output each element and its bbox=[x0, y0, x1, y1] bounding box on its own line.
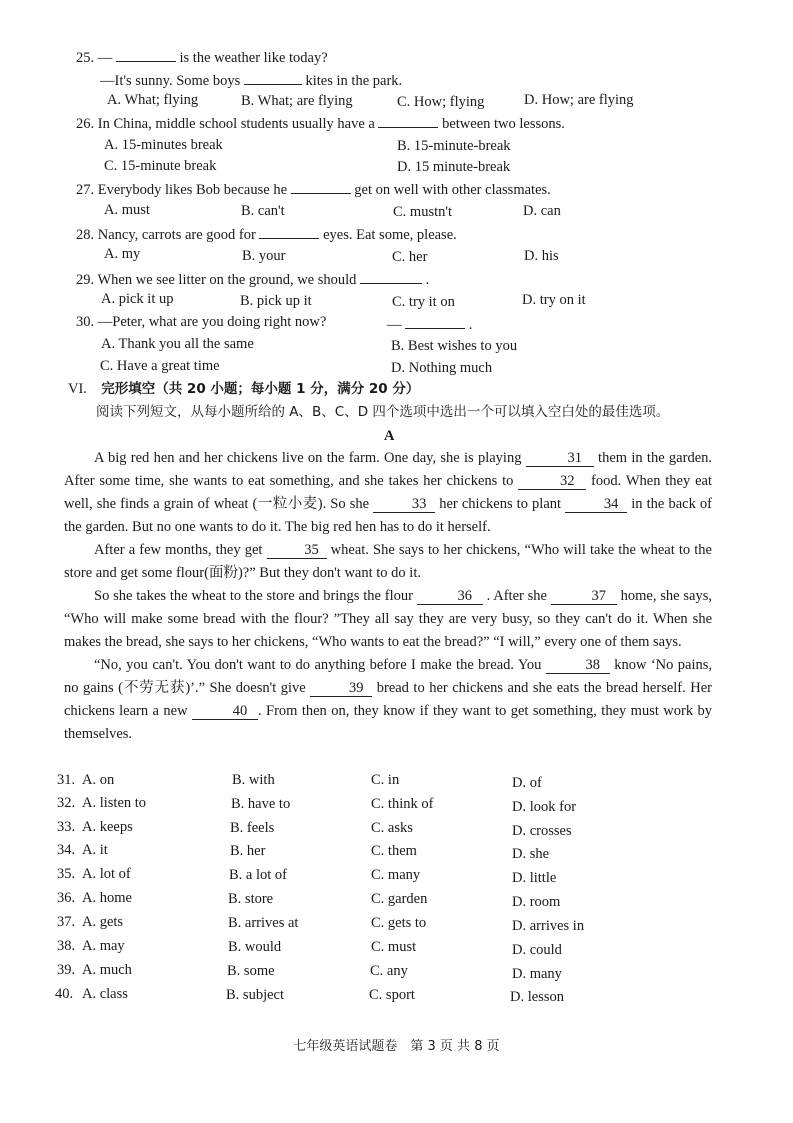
section-title: 完形填空（共 20 小题；每小题 1 分，满分 20 分） bbox=[101, 381, 420, 397]
passage-label: A bbox=[384, 428, 395, 444]
question-27-stem bbox=[76, 179, 551, 199]
option-d: D. lesson bbox=[510, 989, 564, 1005]
passage-text: “No, you can't. You don't want to do anything before I make the bread. You bbox=[94, 657, 546, 673]
paragraph-2 bbox=[64, 539, 712, 585]
option-d: D. little bbox=[512, 870, 557, 886]
option-a: A. 15-minutes break bbox=[104, 137, 223, 153]
answer-blank bbox=[259, 224, 319, 239]
option-b: B. can't bbox=[241, 203, 285, 219]
question-number: 28. bbox=[76, 227, 95, 243]
question-28-stem bbox=[76, 224, 457, 244]
question-30-stem bbox=[76, 313, 326, 331]
question-number: 27. bbox=[76, 182, 95, 198]
option-row-number: 37. bbox=[57, 914, 76, 930]
option-a: A. gets bbox=[82, 914, 124, 930]
option-d: D. she bbox=[512, 846, 550, 862]
blank-33: 33 bbox=[373, 497, 435, 513]
option-a: A. lot of bbox=[82, 866, 131, 882]
question-text: kites in the park. bbox=[301, 73, 403, 89]
question-number: 26. bbox=[76, 116, 95, 132]
paragraph-1 bbox=[64, 447, 712, 539]
blank-39: 39 bbox=[310, 681, 372, 697]
question-text: — bbox=[387, 317, 406, 333]
option-b: B. a lot of bbox=[229, 867, 287, 883]
question-29-stem bbox=[76, 269, 429, 289]
question-26-stem bbox=[76, 113, 565, 133]
blank-31: 31 bbox=[526, 451, 594, 467]
option-a: A. keeps bbox=[82, 819, 133, 835]
option-a: A. it bbox=[82, 842, 108, 858]
option-a: A. my bbox=[104, 246, 141, 262]
option-row-number: 32. bbox=[57, 795, 76, 811]
passage-text: bread to her chickens and she eats the bread herself. Her chickens learn a new bbox=[64, 680, 712, 719]
option-c: C. 15-minute break bbox=[104, 158, 217, 174]
option-c: C. any bbox=[370, 963, 408, 979]
cloze-passage bbox=[64, 447, 712, 746]
question-number: 29. bbox=[76, 272, 95, 288]
option-c: C. must bbox=[371, 939, 417, 955]
passage-text: . From then on, they know if they want to get something, they must work by themselves. bbox=[64, 703, 712, 742]
answer-blank bbox=[405, 314, 465, 329]
section-number: VI. bbox=[68, 381, 87, 397]
option-a: A. What; flying bbox=[107, 92, 199, 108]
option-b: B. have to bbox=[231, 796, 291, 812]
passage-text: . After she bbox=[482, 588, 551, 604]
passage-text: So she takes the wheat to the store and brings the flour bbox=[94, 588, 417, 604]
option-c: C. try it on bbox=[392, 294, 455, 310]
question-text: Nancy, carrots are good for bbox=[97, 227, 260, 243]
option-d: D. room bbox=[512, 894, 561, 910]
blank-32: 32 bbox=[518, 474, 586, 490]
passage-text: After a few months, they get bbox=[94, 542, 267, 558]
option-c: C. Have a great time bbox=[100, 358, 220, 374]
option-d: D. crosses bbox=[512, 823, 572, 839]
option-d: D. could bbox=[512, 942, 562, 958]
option-b: B. some bbox=[227, 963, 275, 979]
option-row-number: 40. bbox=[55, 986, 74, 1002]
question-text: . bbox=[465, 317, 473, 333]
question-25-stem bbox=[76, 47, 328, 67]
option-a: A. pick it up bbox=[101, 291, 174, 307]
blank-36: 36 bbox=[417, 589, 483, 605]
option-c: C. How; flying bbox=[397, 94, 485, 110]
option-row-number: 33. bbox=[57, 819, 76, 835]
option-c: C. them bbox=[371, 843, 417, 859]
passage-text: know ‘No pains, no gains (不劳无获)’.” She doesn't give bbox=[64, 657, 713, 696]
option-d: D. How; are flying bbox=[524, 92, 634, 108]
option-c: C. asks bbox=[371, 820, 413, 836]
page-footer: 七年级英语试题卷 第 3 页 共 8 页 bbox=[293, 1039, 500, 1054]
question-number: 25. bbox=[76, 50, 95, 66]
option-row-number: 38. bbox=[57, 938, 76, 954]
option-b: B. arrives at bbox=[228, 915, 299, 931]
option-b: B. your bbox=[242, 248, 286, 264]
option-a: A. Thank you all the same bbox=[101, 336, 254, 352]
option-b: B. would bbox=[228, 939, 282, 955]
question-text: —It's sunny. Some boys bbox=[100, 73, 244, 89]
option-b: B. her bbox=[230, 843, 266, 859]
option-d: D. his bbox=[524, 248, 559, 264]
option-d: D. arrives in bbox=[512, 918, 585, 934]
option-c: C. gets to bbox=[371, 915, 427, 931]
option-row-number: 31. bbox=[57, 772, 76, 788]
option-d: D. of bbox=[512, 775, 542, 791]
question-text: between two lessons. bbox=[438, 116, 565, 132]
option-b: B. with bbox=[232, 772, 275, 788]
passage-text: food. When they eat well, she finds a grain of wheat (一粒小麦). So she bbox=[64, 473, 712, 512]
option-b: B. 15-minute-break bbox=[397, 138, 511, 154]
question-text: is the weather like today? bbox=[175, 50, 328, 66]
question-text: — bbox=[97, 50, 116, 66]
answer-blank bbox=[291, 179, 351, 194]
blank-38: 38 bbox=[546, 658, 610, 674]
question-text: get on well with other classmates. bbox=[350, 182, 551, 198]
option-b: B. pick up it bbox=[240, 293, 312, 309]
question-text: —Peter, what are you doing right now? bbox=[97, 314, 327, 330]
option-a: A. on bbox=[82, 772, 115, 788]
option-row-number: 39. bbox=[57, 962, 76, 978]
paragraph-4 bbox=[64, 654, 712, 746]
option-c: C. her bbox=[392, 249, 428, 265]
blank-34: 34 bbox=[565, 497, 627, 513]
option-d: D. can bbox=[523, 203, 561, 219]
answer-blank bbox=[244, 70, 302, 85]
answer-blank bbox=[116, 47, 176, 62]
option-a: A. class bbox=[82, 986, 128, 1002]
option-b: B. subject bbox=[226, 987, 284, 1003]
option-c: C. mustn't bbox=[393, 204, 453, 220]
option-d: D. look for bbox=[512, 799, 577, 815]
paragraph-3 bbox=[64, 585, 712, 654]
passage-text: in the back of the garden. But no one wants to do it. The big red hen has to do it herself. bbox=[64, 496, 712, 535]
option-a: A. listen to bbox=[82, 795, 147, 811]
option-b: B. Best wishes to you bbox=[391, 338, 518, 354]
option-row-number: 36. bbox=[57, 890, 76, 906]
option-a: A. home bbox=[82, 890, 132, 906]
passage-text: them in the garden. After some time, she wants to eat something, and she takes her chickens to bbox=[64, 450, 713, 489]
section-instruction: 阅读下列短文，从每小题所给的 A、B、C、D 四个选项中选出一个可以填入空白处的最佳选项。 bbox=[96, 404, 670, 420]
option-b: B. store bbox=[228, 891, 274, 907]
option-a: A. much bbox=[82, 962, 132, 978]
option-row-number: 34. bbox=[57, 842, 76, 858]
option-c: C. sport bbox=[369, 987, 415, 1003]
question-25-stem-line2 bbox=[100, 70, 402, 90]
passage-text: A big red hen and her chickens live on the farm. One day, she is playing bbox=[94, 450, 526, 466]
option-d: D. many bbox=[512, 966, 562, 982]
question-text: When we see litter on the ground, we should bbox=[97, 272, 361, 288]
question-number: 30. bbox=[76, 314, 95, 330]
option-c: C. many bbox=[371, 867, 421, 883]
option-d: D. try on it bbox=[522, 292, 586, 308]
blank-37: 37 bbox=[551, 589, 617, 605]
option-c: C. think of bbox=[371, 796, 434, 812]
answer-blank bbox=[378, 113, 438, 128]
section-heading bbox=[68, 380, 419, 398]
option-d: D. 15 minute-break bbox=[397, 159, 511, 175]
question-text: . bbox=[422, 272, 430, 288]
question-text: eyes. Eat some, please. bbox=[319, 227, 457, 243]
blank-35: 35 bbox=[267, 543, 327, 559]
option-c: C. in bbox=[371, 772, 400, 788]
option-d: D. Nothing much bbox=[391, 360, 493, 376]
question-text: Everybody likes Bob because he bbox=[97, 182, 291, 198]
option-row-number: 35. bbox=[57, 866, 76, 882]
option-b: B. feels bbox=[230, 820, 275, 836]
answer-blank bbox=[360, 269, 422, 284]
question-text: In China, middle school students usually have a bbox=[97, 116, 379, 132]
passage-text: her chickens to plant bbox=[435, 496, 566, 512]
blank-40: 40 bbox=[192, 704, 258, 720]
option-a: A. may bbox=[82, 938, 125, 954]
option-c: C. garden bbox=[371, 891, 428, 907]
passage-text: home, she says, “Who will make some bread with the flour? ”They all say they are very busy, so they can't do it. When she makes the bread, she says to her chickens, “Who wants to eat the bread?” “I will,” every one of them says. bbox=[64, 588, 712, 650]
option-b: B. What; are flying bbox=[241, 93, 353, 109]
option-a: A. must bbox=[104, 202, 150, 218]
passage-text: wheat. She says to her chickens, “Who will take the wheat to the store and get some flour(面粉)?” But they don't want to do it. bbox=[64, 542, 712, 581]
question-30-reply bbox=[387, 314, 472, 334]
